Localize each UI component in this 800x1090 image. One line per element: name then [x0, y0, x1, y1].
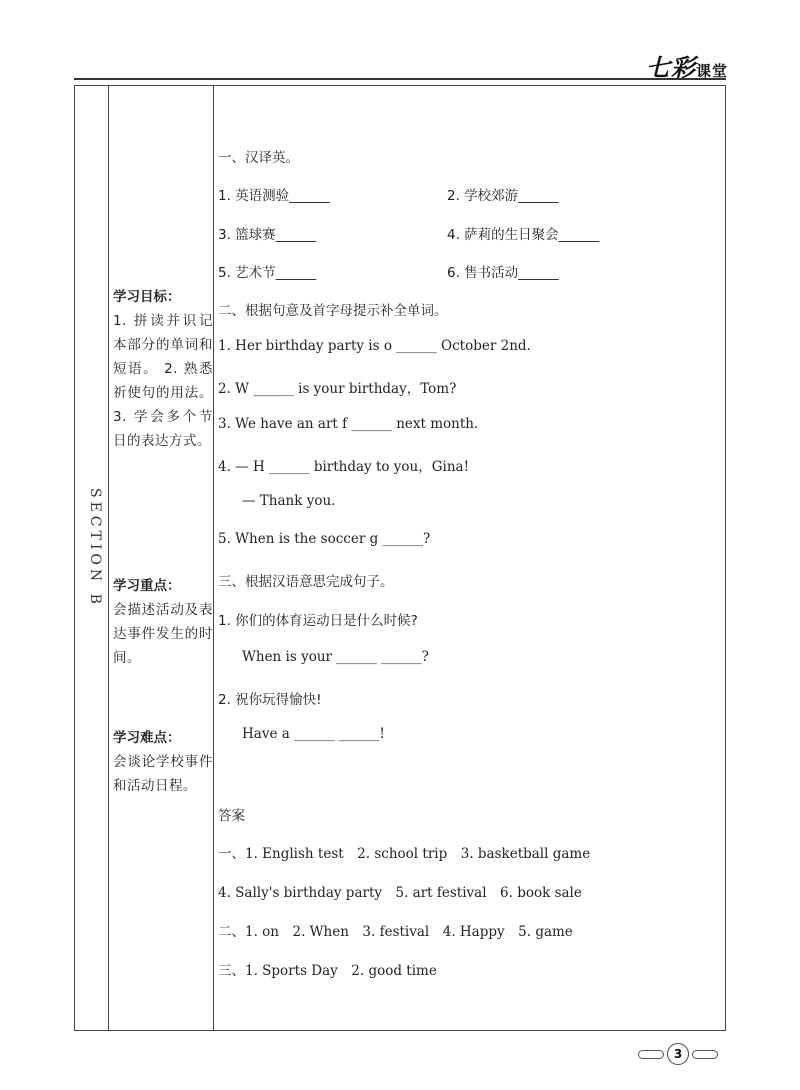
keys-text: 会描述活动及表达事件发生的时间。 [113, 602, 213, 666]
keys-title: 学习重点： [113, 578, 181, 594]
part1-heading: 一、汉译英。 [218, 150, 299, 166]
part3-heading: 三、根据汉语意思完成句子。 [218, 574, 394, 590]
goals-title: 学习目标： [113, 289, 181, 305]
part1-item-4: 4. 萨莉的生日聚会______ [447, 227, 600, 243]
part1-item-2: 2. 学校郊游______ [447, 188, 559, 204]
main-column [214, 86, 725, 1030]
learning-goals [113, 285, 213, 453]
learning-keys [113, 574, 213, 670]
lesson-table [74, 85, 726, 1031]
page-ornament-left [638, 1050, 664, 1059]
sidebar-column [109, 86, 214, 1030]
section-label: SECTION B [87, 488, 103, 608]
part1-item-6: 6. 售书活动______ [447, 265, 559, 281]
diff-title: 学习难点： [113, 730, 181, 746]
answers-line-2: 4. Sally's birthday party 5. art festival 6. book sale [218, 885, 582, 901]
part2-item-5: 5. When is the soccer g ______? [218, 531, 431, 547]
part2-item-3: 3. We have an art f ______ next month. [218, 416, 479, 432]
section-column [75, 86, 109, 1030]
part3-q2: 2. 祝你玩得愉快! [218, 692, 322, 708]
part1-item-1: 1. 英语测验______ [218, 188, 330, 204]
answers-heading: 答案 [218, 808, 245, 824]
part1-item-3: 3. 篮球赛______ [218, 227, 317, 243]
page-ornament-right [692, 1050, 718, 1059]
page-number: 3 [667, 1043, 689, 1065]
part3-a1: When is your ______ ______? [242, 649, 429, 665]
learning-difficulties [113, 726, 213, 798]
answers-line-4: 三、1. Sports Day 2. good time [218, 963, 437, 979]
brand-script: 七彩 [645, 54, 696, 82]
part2-heading: 二、根据句意及首字母提示补全单词。 [218, 303, 448, 319]
part3-q1: 1. 你们的体育运动日是什么时候? [218, 613, 418, 629]
header-rule [74, 78, 726, 80]
part2-item-1: 1. Her birthday party is o ______ October 2nd. [218, 338, 531, 354]
part1-item-5: 5. 艺术节______ [218, 265, 317, 281]
goals-text: 1. 拼读并识记本部分的单词和短语。 2. 熟悉祈使句的用法。 3. 学会多个节日的表达方式。 [113, 313, 213, 449]
page-number-badge [638, 1043, 718, 1065]
part2-item-4-reply: — Thank you. [242, 493, 336, 509]
diff-text: 会谈论学校事件和活动日程。 [113, 754, 213, 794]
part3-a2: Have a ______ ______! [242, 726, 385, 742]
part2-item-4: 4. — H ______ birthday to you，Gina! [218, 459, 470, 475]
part2-item-2: 2. W ______ is your birthday，Tom? [218, 381, 457, 397]
brand-rest: 课堂 [695, 62, 728, 80]
answers-line-1: 一、1. English test 2. school trip 3. basketball game [218, 846, 591, 862]
answers-line-3: 二、1. on 2. When 3. festival 4. Happy 5. game [218, 924, 573, 940]
